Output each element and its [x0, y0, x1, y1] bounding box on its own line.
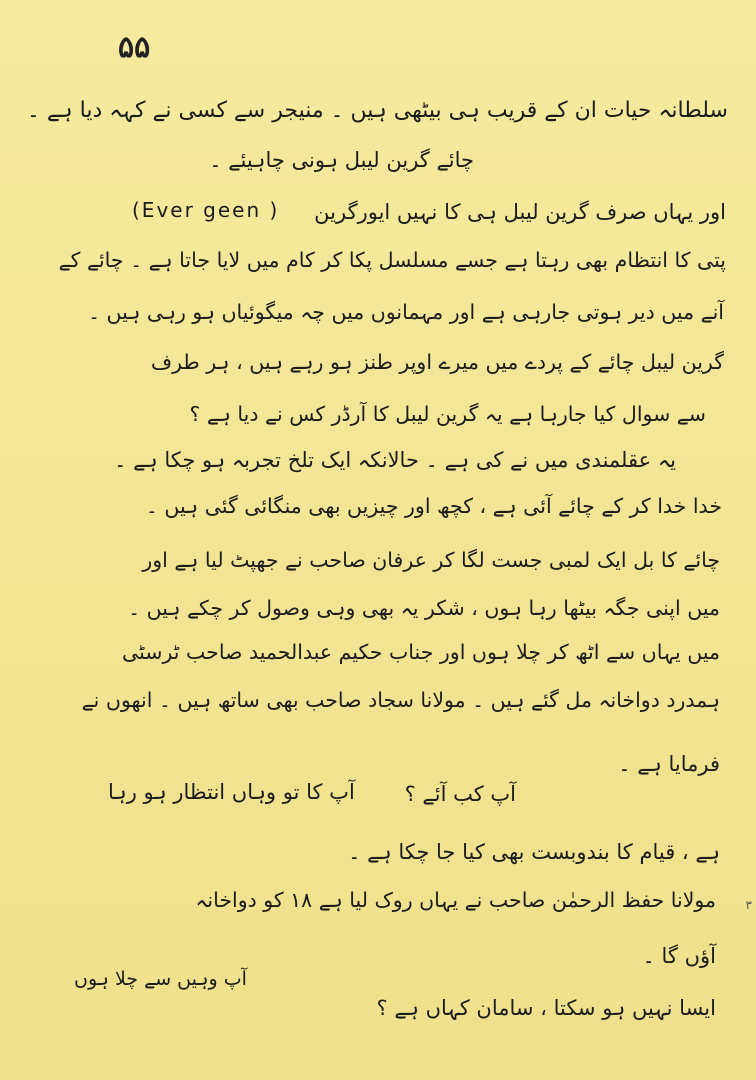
text-line-9: خدا خدا کر کے چائے آئی ہے ، کچھ اور چیزیں بھی منگائی گئی ہیں ۔: [145, 494, 722, 518]
text-line-12: میں یہاں سے اٹھ کر چلا ہوں اور جناب حکیم عبدالحمید صاحب ٹرسٹی: [122, 640, 720, 664]
latin-word-evergeen: (Ever geen ): [132, 198, 280, 222]
text-line-19-right: ایسا نہیں ہو سکتا ، سامان کہاں ہے ؟: [376, 996, 716, 1020]
text-line-19-left: آپ وہیں سے چلا ہوں: [74, 968, 247, 990]
text-line-13: ہمدرد دواخانہ مل گئے ہیں ۔ مولانا سجاد صاحب بھی ساتھ ہیں ۔ انھوں نے: [81, 688, 720, 712]
text-line-3: اور یہاں صرف گرین لیبل ہی کا نہیں ایورگرین: [314, 200, 726, 224]
text-line-4: پتی کا انتظام بھی رہتا ہے جسے مسلسل پکا کر کام میں لایا جاتا ہے ۔ چائے کے: [58, 248, 726, 272]
page-number: ۵۵: [118, 30, 151, 65]
text-line-6: گرین لیبل چائے کے پردے میں میرے اوپر طنز ہو رہے ہیں ، ہر طرف: [150, 350, 724, 374]
text-line-15-left: آپ کا تو وہاں انتظار ہو رہا: [108, 780, 355, 804]
text-line-16: ہے ، قیام کا بندوبست بھی کیا جا چکا ہے ۔: [348, 840, 720, 864]
text-line-10: چائے کا بل ایک لمبی جست لگا کر عرفان صاحب نے جھپٹ لیا ہے اور: [142, 548, 720, 572]
edge-mark: ۳: [745, 898, 752, 912]
text-line-8: یہ عقلمندی میں نے کی ہے ۔ حالانکہ ایک تلخ تجربہ ہو چکا ہے ۔: [114, 448, 676, 472]
text-line-17: مولانا حفظ الرحمٰن صاحب نے یہاں روک لیا ہے ۱۸ کو دواخانہ: [195, 888, 716, 912]
text-line-18: آؤں گا ۔: [642, 944, 716, 968]
text-line-5: آنے میں دیر ہوتی جارہی ہے اور مہمانوں میں چہ میگوئیاں ہو رہی ہیں ۔: [88, 300, 724, 324]
text-line-15-right: آپ کب آئے ؟: [404, 782, 516, 806]
text-line-11: میں اپنی جگہ بیٹھا رہا ہوں ، شکر یہ بھی وہی وصول کر چکے ہیں ۔: [128, 596, 720, 620]
text-line-1: سلطانہ حیات ان کے قریب ہی بیٹھی ہیں ۔ منیجر سے کسی نے کہہ دیا ہے ۔: [26, 98, 728, 123]
text-line-2: چائے گرین لیبل ہونی چاہیئے ۔: [209, 148, 474, 172]
text-line-7: سے سوال کیا جارہا ہے یہ گرین لیبل کا آرڈر کس نے دیا ہے ؟: [189, 402, 706, 426]
text-line-14: فرمایا ہے ۔: [618, 752, 720, 776]
